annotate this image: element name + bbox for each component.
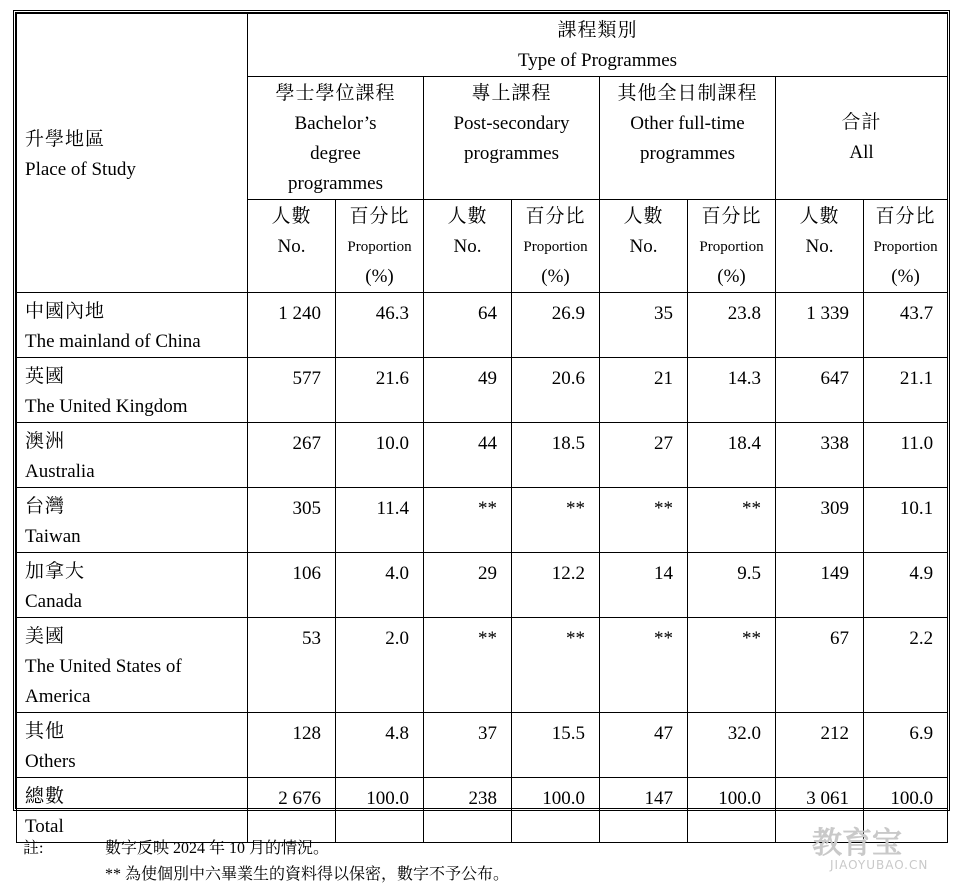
no-header bbox=[600, 200, 688, 293]
value-cell: 67 bbox=[776, 618, 864, 713]
table-row bbox=[17, 488, 948, 553]
place-en: Taiwan bbox=[25, 526, 81, 547]
watermark-logo: 教育宝 bbox=[812, 826, 902, 861]
proportion-header-unit: (%) bbox=[541, 266, 570, 287]
value-cell: 27 bbox=[600, 423, 688, 488]
table-row-total bbox=[17, 778, 948, 843]
other-full-time-header-en-2: programmes bbox=[640, 143, 735, 164]
value-cell: 53 bbox=[248, 618, 336, 713]
value-cell: 1 240 bbox=[248, 293, 336, 358]
value-cell: ** bbox=[688, 488, 776, 553]
value-cell: 128 bbox=[248, 713, 336, 778]
place-en: Others bbox=[25, 751, 76, 772]
type-header-en: Type of Programmes bbox=[518, 50, 678, 71]
value-cell: 267 bbox=[248, 423, 336, 488]
place-en: The United Kingdom bbox=[25, 396, 188, 417]
place-header-en: Place of Study bbox=[25, 159, 136, 180]
proportion-header-zh: 百分比 bbox=[349, 206, 410, 227]
watermark-url: JIAOYUBAO.CN bbox=[830, 858, 929, 872]
proportion-header-unit: (%) bbox=[891, 266, 920, 287]
value-cell: 26.9 bbox=[512, 293, 600, 358]
note-line-1: 數字反映 2024 年 10 月的情況。 bbox=[105, 840, 330, 857]
value-cell: 309 bbox=[776, 488, 864, 553]
value-cell: 4.8 bbox=[336, 713, 424, 778]
proportion-header-en: Proportion bbox=[873, 239, 938, 255]
value-cell: 35 bbox=[600, 293, 688, 358]
value-cell: ** bbox=[424, 618, 512, 713]
table-row bbox=[17, 553, 948, 618]
table-row bbox=[17, 358, 948, 423]
post-secondary-header-en-2: programmes bbox=[464, 143, 559, 164]
proportion-header bbox=[864, 200, 948, 293]
bachelor-header bbox=[248, 77, 424, 200]
value-cell: ** bbox=[600, 488, 688, 553]
proportion-header-unit: (%) bbox=[365, 266, 394, 287]
place-cell bbox=[17, 618, 248, 713]
table-row bbox=[17, 293, 948, 358]
value-cell: 44 bbox=[424, 423, 512, 488]
no-header-en: No. bbox=[805, 236, 834, 257]
value-cell: ** bbox=[512, 488, 600, 553]
no-header bbox=[248, 200, 336, 293]
value-cell: 106 bbox=[248, 553, 336, 618]
table-row bbox=[17, 423, 948, 488]
place-zh: 其他 bbox=[25, 721, 66, 742]
no-header-en: No. bbox=[453, 236, 482, 257]
value-cell: 647 bbox=[776, 358, 864, 423]
post-secondary-header-zh: 專上課程 bbox=[471, 83, 552, 104]
place-zh: 澳洲 bbox=[25, 431, 66, 452]
notes-label: 註: bbox=[23, 840, 44, 857]
value-cell: ** bbox=[600, 618, 688, 713]
statistics-table-frame bbox=[13, 10, 950, 837]
value-cell: 4.9 bbox=[864, 553, 948, 618]
value-cell: 43.7 bbox=[864, 293, 948, 358]
no-header-en: No. bbox=[277, 236, 306, 257]
proportion-header-unit: (%) bbox=[717, 266, 746, 287]
place-cell bbox=[17, 358, 248, 423]
place-cell bbox=[17, 778, 248, 843]
other-full-time-header bbox=[600, 77, 776, 200]
other-full-time-header-en-1: Other full-time bbox=[630, 113, 745, 134]
place-cell bbox=[17, 488, 248, 553]
value-cell: 238 bbox=[424, 778, 512, 843]
value-cell: ** bbox=[424, 488, 512, 553]
proportion-header-en: Proportion bbox=[347, 239, 412, 255]
value-cell: 4.0 bbox=[336, 553, 424, 618]
place-of-study-header bbox=[17, 14, 248, 293]
proportion-header-en: Proportion bbox=[699, 239, 764, 255]
value-cell: 14.3 bbox=[688, 358, 776, 423]
value-cell: 20.6 bbox=[512, 358, 600, 423]
value-cell: 338 bbox=[776, 423, 864, 488]
place-cell bbox=[17, 553, 248, 618]
table-row bbox=[17, 618, 948, 713]
place-header-zh: 升學地區 bbox=[25, 129, 106, 150]
place-zh: 加拿大 bbox=[25, 561, 86, 582]
value-cell: 2.0 bbox=[336, 618, 424, 713]
place-cell bbox=[17, 293, 248, 358]
all-header-zh: 合計 bbox=[841, 112, 882, 133]
place-zh: 美國 bbox=[25, 626, 66, 647]
table-row bbox=[17, 713, 948, 778]
value-cell: 2.2 bbox=[864, 618, 948, 713]
bachelor-header-en-3: programmes bbox=[288, 173, 383, 194]
value-cell: 149 bbox=[776, 553, 864, 618]
proportion-header bbox=[512, 200, 600, 293]
place-en: The United States of bbox=[25, 656, 182, 677]
value-cell: 6.9 bbox=[864, 713, 948, 778]
all-header-en: All bbox=[849, 142, 874, 163]
value-cell: 64 bbox=[424, 293, 512, 358]
value-cell: 2 676 bbox=[248, 778, 336, 843]
bachelor-header-en-2: degree bbox=[310, 143, 361, 164]
proportion-header-zh: 百分比 bbox=[525, 206, 586, 227]
value-cell: 46.3 bbox=[336, 293, 424, 358]
value-cell: 10.1 bbox=[864, 488, 948, 553]
place-cell bbox=[17, 713, 248, 778]
place-zh: 台灣 bbox=[25, 496, 66, 517]
value-cell: 1 339 bbox=[776, 293, 864, 358]
value-cell: 23.8 bbox=[688, 293, 776, 358]
value-cell: 3 061 bbox=[776, 778, 864, 843]
value-cell: 21.6 bbox=[336, 358, 424, 423]
value-cell: 212 bbox=[776, 713, 864, 778]
bachelor-header-en-1: Bachelor’s bbox=[294, 113, 377, 134]
value-cell: 47 bbox=[600, 713, 688, 778]
proportion-header bbox=[688, 200, 776, 293]
post-secondary-header bbox=[424, 77, 600, 200]
value-cell: 49 bbox=[424, 358, 512, 423]
value-cell: 21 bbox=[600, 358, 688, 423]
value-cell: 14 bbox=[600, 553, 688, 618]
note-line-2: ** 為使個別中六畢業生的資料得以保密，數字不予公布。 bbox=[105, 866, 510, 883]
value-cell: ** bbox=[688, 618, 776, 713]
value-cell: 147 bbox=[600, 778, 688, 843]
place-zh: 總數 bbox=[25, 786, 66, 807]
place-cell bbox=[17, 423, 248, 488]
no-header-en: No. bbox=[629, 236, 658, 257]
value-cell: 18.5 bbox=[512, 423, 600, 488]
value-cell: 32.0 bbox=[688, 713, 776, 778]
study-destination-table bbox=[16, 13, 948, 843]
value-cell: 100.0 bbox=[336, 778, 424, 843]
place-en: Canada bbox=[25, 591, 82, 612]
place-en: Total bbox=[25, 816, 64, 837]
no-header-zh: 人數 bbox=[799, 206, 840, 227]
type-of-programmes-header bbox=[248, 14, 948, 77]
value-cell: 305 bbox=[248, 488, 336, 553]
proportion-header bbox=[336, 200, 424, 293]
place-en: Australia bbox=[25, 461, 95, 482]
value-cell: 12.2 bbox=[512, 553, 600, 618]
no-header bbox=[424, 200, 512, 293]
bachelor-header-zh: 學士學位課程 bbox=[275, 83, 396, 104]
value-cell: 100.0 bbox=[512, 778, 600, 843]
value-cell: 29 bbox=[424, 553, 512, 618]
no-header-zh: 人數 bbox=[623, 206, 664, 227]
value-cell: 11.4 bbox=[336, 488, 424, 553]
proportion-header-zh: 百分比 bbox=[875, 206, 936, 227]
no-header-zh: 人數 bbox=[271, 206, 312, 227]
no-header bbox=[776, 200, 864, 293]
place-en-2: America bbox=[25, 686, 91, 707]
place-zh: 中國內地 bbox=[25, 301, 106, 322]
value-cell: 21.1 bbox=[864, 358, 948, 423]
all-header bbox=[776, 77, 948, 200]
value-cell: 577 bbox=[248, 358, 336, 423]
value-cell: 100.0 bbox=[688, 778, 776, 843]
value-cell: 15.5 bbox=[512, 713, 600, 778]
post-secondary-header-en-1: Post-secondary bbox=[453, 113, 570, 134]
proportion-header-zh: 百分比 bbox=[701, 206, 762, 227]
value-cell: 18.4 bbox=[688, 423, 776, 488]
value-cell: 37 bbox=[424, 713, 512, 778]
value-cell: 100.0 bbox=[864, 778, 948, 843]
value-cell: 9.5 bbox=[688, 553, 776, 618]
no-header-zh: 人數 bbox=[447, 206, 488, 227]
other-full-time-header-zh: 其他全日制課程 bbox=[617, 83, 758, 104]
place-zh: 英國 bbox=[25, 366, 66, 387]
proportion-header-en: Proportion bbox=[523, 239, 588, 255]
value-cell: 10.0 bbox=[336, 423, 424, 488]
value-cell: 11.0 bbox=[864, 423, 948, 488]
value-cell: ** bbox=[512, 618, 600, 713]
place-en: The mainland of China bbox=[25, 331, 201, 352]
type-header-zh: 課程類別 bbox=[557, 20, 638, 41]
